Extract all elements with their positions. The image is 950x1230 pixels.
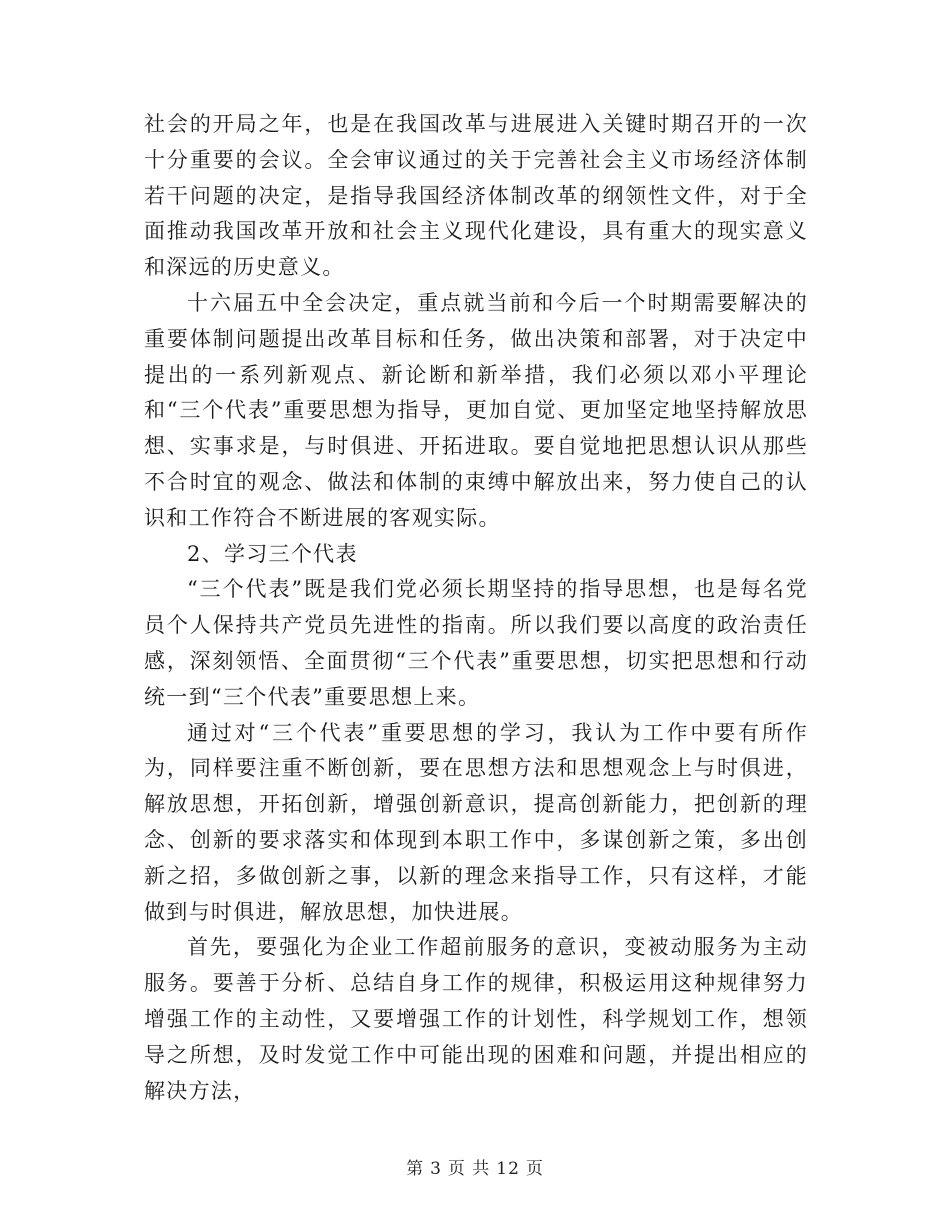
page-footer bbox=[0, 1154, 950, 1179]
footer-mid: 页 共 bbox=[447, 1159, 491, 1179]
footer-suffix: 页 bbox=[525, 1159, 544, 1179]
section-heading: 2、学习三个代表 bbox=[187, 541, 358, 566]
footer-prefix: 第 bbox=[406, 1159, 425, 1179]
paragraph-5: 首先，要强化为企业工作超前服务的意识，变被动服务为主动服务。要善于分析、总结自身工作的规律，积极运用这种规律努力增强工作的主动性，又要增强工作的计划性，科学规划工作，想领导之所想，及时发觉工作中可能出现的困难和问题，并提出相应的解决方法， bbox=[144, 935, 808, 1103]
current-page-number: 3 bbox=[430, 1159, 442, 1179]
paragraph-4: 通过对“三个代表”重要思想的学习，我认为工作中要有所作为，同样要注重不断创新，要在思想方法和思想观念上与时俱进，解放思想，开拓创新，增强创新意识，提高创新能力，把创新的理念、创新的要求落实和体现到本职工作中，多谋创新之策，多出创新之招，多做创新之事，以新的理念来指导工作，只有这样，才能做到与时俱进，解放思想，加快进展。 bbox=[144, 720, 808, 924]
paragraph-1: 社会的开局之年，也是在我国改革与进展进入关键时期召开的一次十分重要的会议。全会审议通过的关于完善社会主义市场经济体制若干问题的决定，是指导我国经济体制改革的纲领性文件，对于全面推动我国改革开放和社会主义现代化建设，具有重大的现实意义和深远的历史意义。 bbox=[144, 112, 808, 280]
document-body bbox=[144, 107, 808, 1109]
paragraph-2: 十六届五中全会决定，重点就当前和今后一个时期需要解决的重要体制问题提出改革目标和任务，做出决策和部署，对于决定中提出的一系列新观点、新论断和新举措，我们必须以邓小平理论和“三个代表”重要思想为指导，更加自觉、更加坚定地坚持解放思想、实事求是，与时俱进、开拓进取。要自觉地把思想认识从那些不合时宜的观念、做法和体制的束缚中解放出来，努力使自己的认识和工作符合不断进展的客观实际。 bbox=[144, 290, 808, 530]
total-pages-number: 12 bbox=[496, 1159, 520, 1179]
paragraph-3: “三个代表”既是我们党必须长期坚持的指导思想，也是每名党员个人保持共产党员先进性的指南。所以我们要以高度的政治责任感，深刻领悟、全面贯彻“三个代表”重要思想，切实把思想和行动统一到“三个代表”重要思想上来。 bbox=[144, 577, 808, 709]
